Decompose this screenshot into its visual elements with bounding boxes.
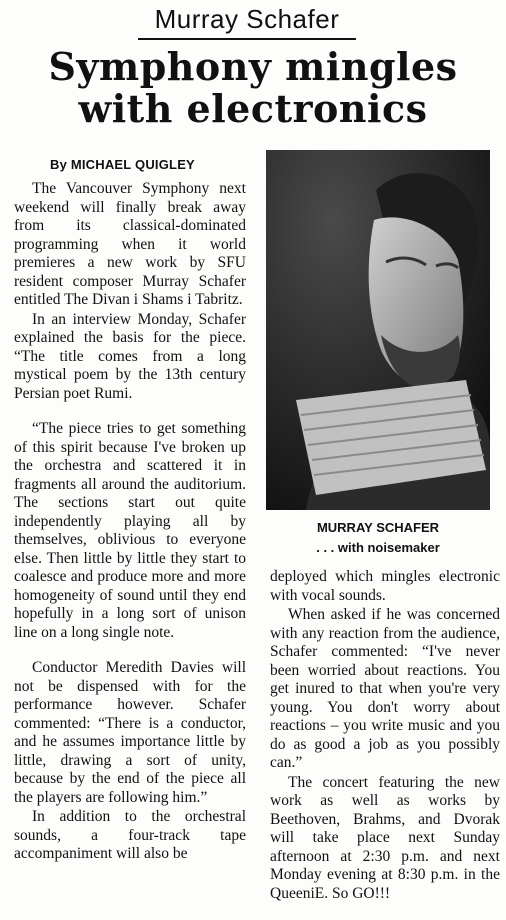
photo-caption-subtitle: . . . with noisemaker — [316, 540, 440, 555]
portrait-photo — [266, 150, 490, 510]
photo-caption — [266, 518, 490, 558]
article-right-column — [270, 568, 500, 903]
section-kicker: Murray Schafer — [138, 4, 356, 40]
byline: By MICHAEL QUIGLEY — [50, 157, 195, 172]
headline-line-2: with electronics — [78, 86, 428, 131]
portrait-photo-image — [266, 150, 490, 510]
photo-caption-name: MURRAY SCHAFER — [316, 520, 440, 535]
article-paragraph: The Vancouver Symphony next weekend will finally break away from its classical-dominated programming when it world premieres a new work by SFU resident composer Murray Schafer entitled The Divan i Shams i Tabritz. — [14, 180, 246, 308]
headline-line-1: Symphony mingles — [48, 44, 458, 89]
article-paragraph: “The piece tries to get something of this spirit because I've broken up the orchestra and scattered it in fragments all around the auditorium. The sections start out quite independently playing all by themselves, oblivious to everyone else. Then little by little they start to coalesce and produce more and more homogeneity of sound until they end hopefully in a long sort of unison line on a long single note. — [14, 420, 246, 641]
article-paragraph: When asked if he was concerned with any reaction from the audience, Schafer commented: “I've never been worried about reactions. You get inured to that when you're very young. You don't worry about reactions – you write music and you do as good a job as you possibly can.” — [270, 606, 500, 771]
article-paragraph: In an interview Monday, Schafer explained the basis for the piece. “The title comes from a long mystical poem by the 13th century Persian poet Rumi. — [14, 310, 246, 402]
article-left-column — [14, 180, 246, 864]
headline — [0, 46, 506, 130]
article-paragraph: The concert featuring the new work as well as works by Beethoven, Brahms, and Dvorak will take place next Sunday afternoon at 2:30 p.m. and next Monday evening at 8:30 p.m. in the QueeniE. So GO!!! — [270, 773, 500, 902]
article-paragraph: In addition to the orchestral sounds, a four-track tape accompaniment will also be — [14, 808, 246, 862]
article-paragraph: deployed which mingles electronic with vocal sounds. — [270, 568, 500, 604]
article-paragraph: Conductor Meredith Davies will not be dispensed with for the performance however. Schafer commented: “There is a conductor, and he assumes importance little by little, drawing a sort of unity, because by the end of the piece all the players are following him.” — [14, 659, 246, 806]
